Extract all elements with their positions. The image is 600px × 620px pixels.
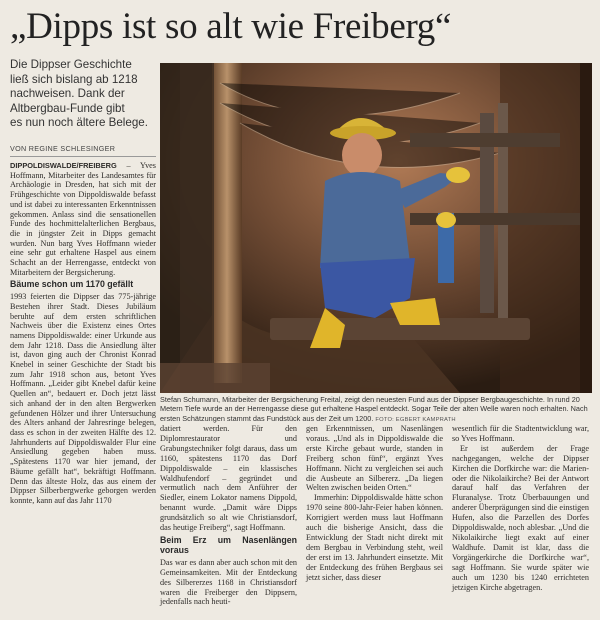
col1-paragraph-2: Das war es dann aber auch schon mit den Gemeinsamkeiten. Mit der Entdeckung des Silbererzes 1168 in Christiansdorf waren die Freiberger den Dippsern, jedenfalls nach heuti- xyxy=(160,557,297,607)
left-column xyxy=(10,161,156,506)
lead-line: nachweisen. Dank der xyxy=(10,87,125,101)
lead-line: es nun noch ältere Belege. xyxy=(10,116,148,130)
col2-paragraph-2: Immerhin: Dippoldiswalde hätte schon 1970 seine 800-Jahr-Feier haben können. Korrigiert werden muss laut Hoffmann auch die bisherige Ansicht, dass die Entwicklung der Stadt nicht direkt mit dem Bergbau in Verbindung steht, weil der erst im 13. Jahrhundert einsetzte. Mit der Entdeckung des frühen Bergbaus sei jetzt sicher, dass dieser xyxy=(306,493,443,582)
body-column-1 xyxy=(160,424,297,607)
col3-paragraph-2: Er ist außerdem der Frage nachgegangen, welche der Dippser Kirchen die Dorfkirche war: die Marien- oder die Nikolaikirche? Bei der Antwort darauf half das Verfahren der Fluranalyse. Trotz Überbauungen und anderer Überprägungen sind die einstigen Hufen, also die Parzellen des Dorfes Dippoldiswalde, noch ablesbar. „Und die Nikolaikirche liegt exakt auf einer Waldhufe. Damit ist klar, dass die Vorgängerkirche die Dorfkirche war“, sagt Hoffmann. Sie wurde später wie auch um 1230 bis 1240 errichteten jetzigen Kirche abgetragen. xyxy=(452,443,589,592)
intro-text: – Yves Hoffmann, Mitarbeiter des Landesamtes für Archäologie in Dresden, hat sich mit der Frühgeschichte von Dippoldiswalde befasst und ist dabei zu interessanten Erkenntnissen gekommen. Anlass sind die sensationellen Funde des hochmittelalterlichen Bergbaus, die in jüngster Zeit in Dipps gemacht wurden. Nun barg Yves Hoffmann wieder eine sehr gut erhaltene Haspel aus einem Schacht an der Herrengasse, entdeckt von Mitarbeitern der Bergsicherung. xyxy=(10,161,156,277)
subhead-trees: Bäume schon um 1170 gefällt xyxy=(10,279,134,290)
photo-credit: FOTO: EGBERT KAMPRATH xyxy=(375,416,456,423)
headline: „Dipps ist so alt wie Freiberg“ xyxy=(10,6,452,47)
caption-text: Stefan Schumann, Mitarbeiter der Bergsicherung Freital, zeigt den neuesten Fund aus der Dippser Bergbaugeschichte. In rund 20 Metern Tiefe wurde an der Herrengasse diese gut erhaltene Haspel entdeckt. Sogar Teile der alten Welle waren noch erhalten. Nach ersten Schätzungen stammt das Fundstück aus der Zeit um 1200. xyxy=(160,395,588,423)
photo-caption xyxy=(160,395,592,425)
mine-photo xyxy=(160,63,592,393)
subhead-ore: Beim Erz um Nasenlängen voraus xyxy=(160,534,297,555)
intro-paragraph xyxy=(10,161,156,277)
body-column-2 xyxy=(306,424,443,583)
dateline: DIPPOLDISWALDE/FREIBERG xyxy=(10,161,117,170)
byline: VON REGINE SCHLESINGER xyxy=(10,144,156,157)
lead-paragraph xyxy=(10,58,160,131)
body-column-3 xyxy=(452,424,589,592)
lead-line: Die Dippser Geschichte xyxy=(10,58,132,71)
lead-line: Altbergbau-Funde gibt xyxy=(10,101,125,115)
body-paragraph: 1993 feierten die Dippser das 775-jährige Bestehen ihrer Stadt. Dieses Jubiläum beruhte auf dem ersten schriftlichen Nachweis über die Existenz eines Ortes namens Dippoldiswalde: einer Urkunde aus dem Jahr 1218. Dass die Ansiedlung älter ist, davon ging auch der Chronist Konrad Knebel in seiner Geschichte der Stadt bis zum Jahr 1918 schon aus, betont Yves Hoffmann. „Leider gibt Knebel dafür keine Quellen an“, bedauert er. Doch jetzt lässt sich anhand der in den alten Bergwerken gefundenen Hölzer und ihrer Untersuchung des Alters anhand der Jahresringe belegen, dass es schon in der zweiten Hälfte des 12. Jahrhunderts auf Dippoldiswalder Flur eine Ansiedlung gegeben haben muss. „Spätestens 1170 war hier jemand, der Bäume gefällt hat“, bekräftigt Hoffmann. Denn das älteste Holz, das aus einem der Dippser Silberbergwerke geborgen werden konnte, kann auf das Jahr 1170 xyxy=(10,292,156,505)
col2-paragraph: gen Erkenntnissen, um Nasenlängen voraus. „Und als in Dippoldiswalde die erste Kirche gebaut wurde, standen in Freiberg schon fünf“, ergänzt Yves Hoffmann. Nicht zu vergleichen sei auch die Ausbeute an Silbererz. „Da liegen Welten zwischen beiden Orten.“ xyxy=(306,424,443,493)
lead-line: ließ sich bislang ab 1218 xyxy=(10,72,138,86)
col3-paragraph: wesentlich für die Stadtentwicklung war, so Yves Hoffmann. xyxy=(452,424,589,443)
col1-paragraph: datiert werden. Für den Diplomrestaurator und Grabungstechniker folgt daraus, dass um 1160, spätestens 1170 das Dorf Dippoldiswalde – ein klassisches Waldhufendorf – gegründet und vermutlich nach dem Anführer der Siedler, einem Lokator namens Dippold, benannt wurde. „Damit wäre Dipps grundsätzlich so alt wie Christiansdorf, das heutige Freiberg“, sagt Hoffmann. xyxy=(160,424,297,533)
